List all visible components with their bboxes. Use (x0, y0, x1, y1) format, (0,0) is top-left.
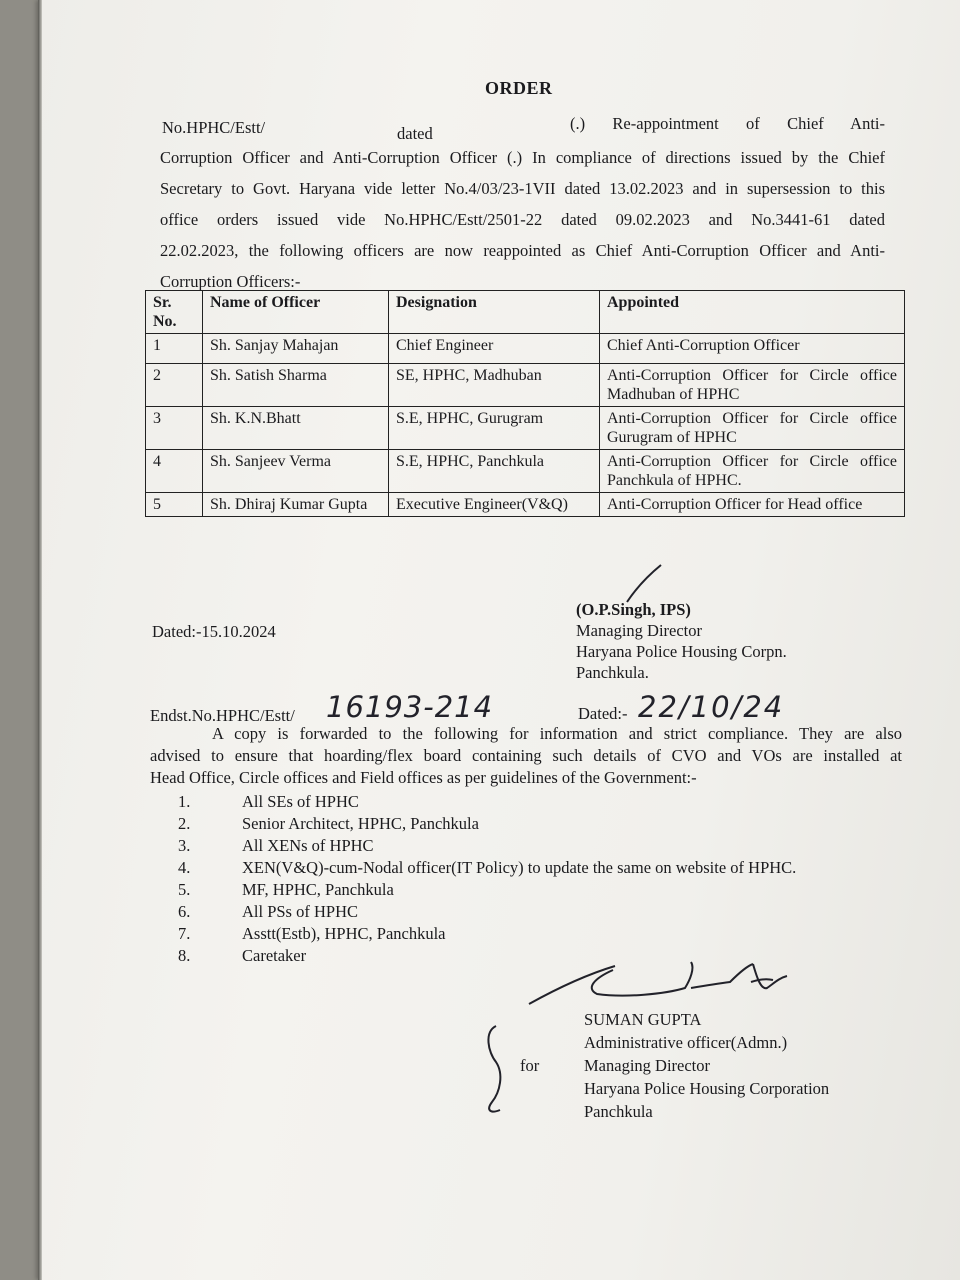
header-name: Name of Officer (203, 291, 389, 334)
page-edge-shadow (38, 0, 42, 1280)
subject-line-5: 22.02.2023, the following officers are now reappointed as Chief Anti-Corruption Officer and Anti- (160, 241, 885, 260)
admin-org: Haryana Police Housing Corporation (584, 1079, 830, 1098)
md-org: Haryana Police Housing Corpn. (576, 642, 787, 661)
order-title: ORDER (485, 78, 553, 98)
officers-table (145, 290, 905, 517)
header-sr-no: Sr. No. (146, 291, 203, 334)
list-item: 2. Senior Architect, HPHC, Panchkula (178, 814, 479, 833)
forward-line-2: advised to ensure that hoarding/flex board containing such details of CVO and VOs are installed at (150, 746, 902, 765)
forward-line-1: A copy is forwarded to the following for information and strict compliance. They are also (212, 724, 902, 743)
admin-name: SUMAN GUPTA (584, 1010, 702, 1029)
cell-designation: Executive Engineer(V&Q) (389, 493, 600, 517)
list-item: 7. Asstt(Estb), HPHC, Panchkula (178, 924, 446, 943)
cell-sr: 2 (146, 364, 203, 407)
list-item: 3. All XENs of HPHC (178, 836, 374, 855)
cell-name: Sh. Sanjay Mahajan (203, 334, 389, 364)
cell-sr: 3 (146, 407, 203, 450)
cell-name: Sh. Satish Sharma (203, 364, 389, 407)
cell-name: Sh. Sanjeev Verma (203, 450, 389, 493)
for-label: for (520, 1056, 540, 1075)
md-place: Panchkula. (576, 663, 649, 682)
md-title: Managing Director (576, 621, 702, 640)
subject-line-6: Corruption Officers:- (160, 272, 301, 291)
md-signature-block (576, 599, 787, 683)
signature-suman-gupta (525, 958, 795, 1008)
subject-line-4: office orders issued vide No.HPHC/Estt/2501-22 dated 09.02.2023 and No.3441-61 dated (160, 210, 885, 229)
list-item: 6. All PSs of HPHC (178, 902, 358, 921)
cell-designation: S.E, HPHC, Gurugram (389, 407, 600, 450)
initials-mark (480, 1022, 520, 1118)
header-appointed: Appointed (600, 291, 905, 334)
admin-title: Administrative officer(Admn.) (584, 1033, 788, 1052)
subject-line-3: Secretary to Govt. Haryana vide letter No.4/03/23-1VII dated 13.02.2023 and in supersession to this (160, 179, 885, 198)
table-row (146, 450, 905, 493)
handwritten-endorsement-number: 16193-214 (326, 690, 494, 724)
cell-appointed: Chief Anti-Corruption Officer (600, 334, 905, 364)
table-row (146, 334, 905, 364)
handwritten-endorsement-date: 22/10/24 (638, 690, 785, 724)
forward-line-3: Head Office, Circle offices and Field offices as per guidelines of the Government:- (150, 768, 697, 787)
admin-md: Managing Director (584, 1056, 710, 1075)
forwarding-paragraph (150, 723, 902, 789)
subject-line-1: (.) Re-appointment of Chief Anti- (570, 114, 885, 133)
md-name: (O.P.Singh, IPS) (576, 600, 691, 619)
table-header-row (146, 291, 905, 334)
list-item: 8. Caretaker (178, 946, 307, 965)
subject-paragraph (160, 142, 885, 297)
recipient-list (178, 791, 796, 967)
cell-appointed: Anti-Corruption Officer for Circle office Madhuban of HPHC (600, 364, 905, 407)
cell-sr: 4 (146, 450, 203, 493)
endorsement-dated-label: Dated:- (578, 704, 628, 723)
order-number: No.HPHC/Estt/ (162, 118, 266, 137)
order-date: Dated:-15.10.2024 (152, 622, 276, 641)
cell-sr: 1 (146, 334, 203, 364)
cell-designation: Chief Engineer (389, 334, 600, 364)
cell-appointed: Anti-Corruption Officer for Circle office Panchkula of HPHC. (600, 450, 905, 493)
subject-line-2: Corruption Officer and Anti-Corruption Officer (.) In compliance of directions issued by the Chief (160, 148, 885, 167)
cell-designation: SE, HPHC, Madhuban (389, 364, 600, 407)
endorsement-number-label: Endst.No.HPHC/Estt/ (150, 706, 295, 725)
cell-appointed: Anti-Corruption Officer for Circle office Gurugram of HPHC (600, 407, 905, 450)
order-dated-label: dated (397, 124, 433, 143)
table-row (146, 364, 905, 407)
list-item: 4. XEN(V&Q)-cum-Nodal officer(IT Policy) to update the same on website of HPHC. (178, 858, 797, 877)
table-row (146, 407, 905, 450)
cell-sr: 5 (146, 493, 203, 517)
cell-name: Sh. K.N.Bhatt (203, 407, 389, 450)
admin-signature-block (584, 1008, 829, 1123)
table-row (146, 493, 905, 517)
cell-designation: S.E, HPHC, Panchkula (389, 450, 600, 493)
admin-place: Panchkula (584, 1102, 653, 1121)
list-item: 1. All SEs of HPHC (178, 792, 359, 811)
list-item: 5. MF, HPHC, Panchkula (178, 880, 394, 899)
header-designation: Designation (389, 291, 600, 334)
cell-name: Sh. Dhiraj Kumar Gupta (203, 493, 389, 517)
cell-appointed: Anti-Corruption Officer for Head office (600, 493, 905, 517)
